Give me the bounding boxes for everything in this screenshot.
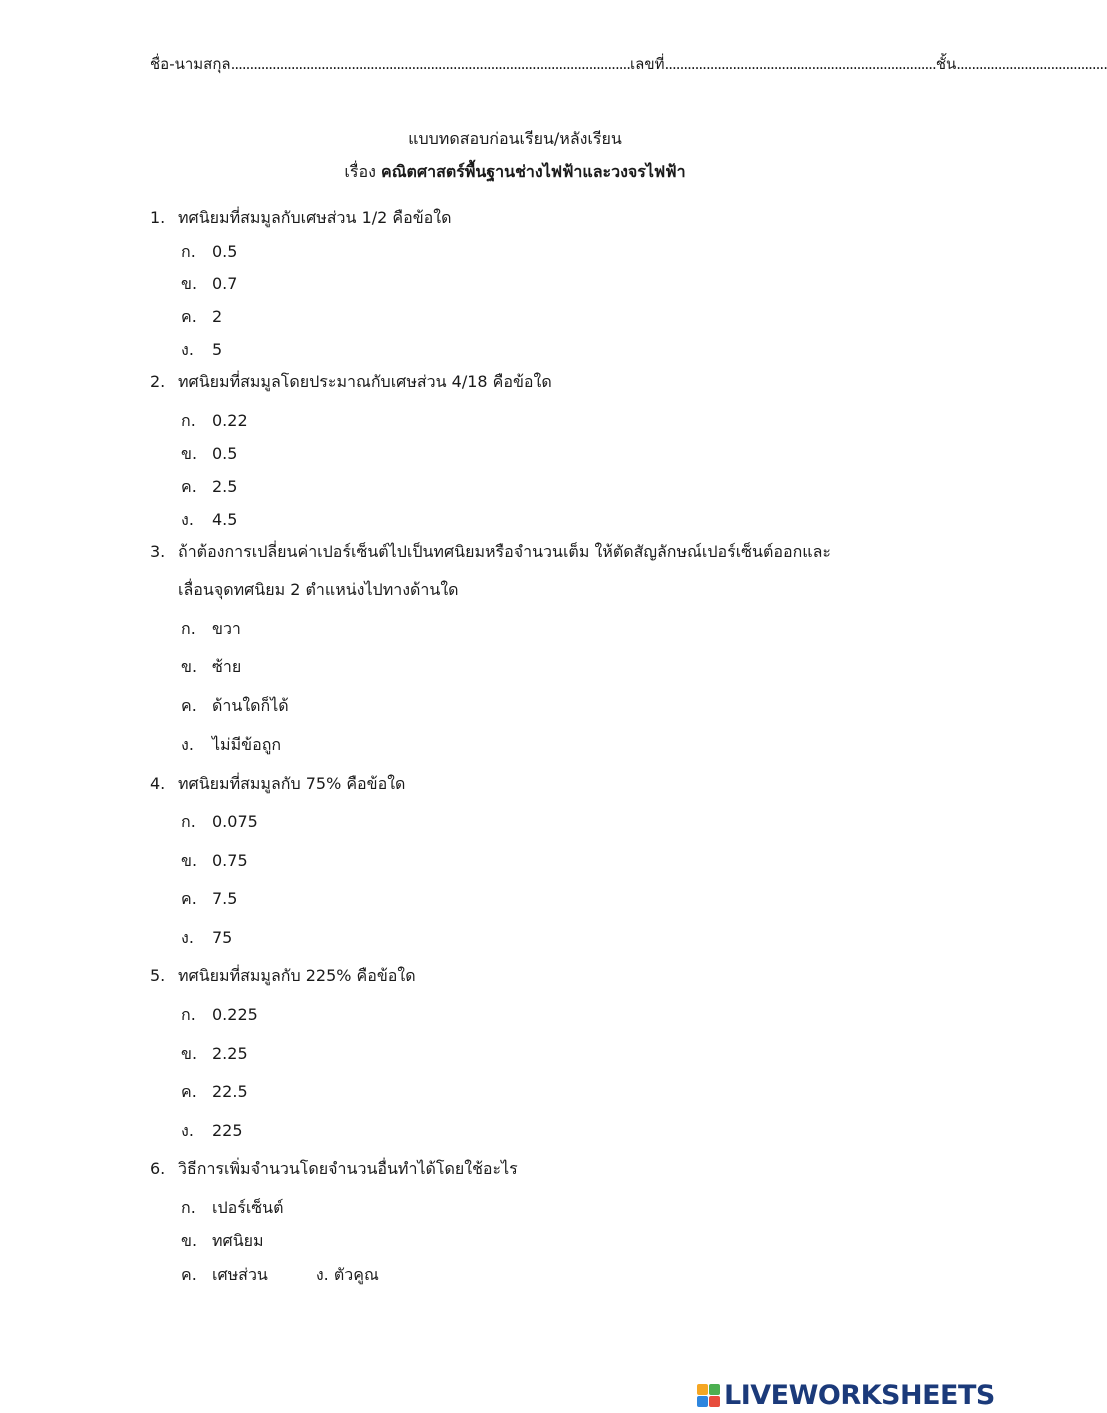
option-label: ก. <box>181 1198 196 1217</box>
option-4a[interactable] <box>181 810 258 835</box>
option-2b[interactable] <box>181 442 237 467</box>
option-label: ง. <box>181 1121 194 1140</box>
option-6a[interactable] <box>181 1196 283 1221</box>
option-text: ไม่มีข้อถูก <box>212 735 282 754</box>
option-6b[interactable] <box>181 1229 264 1254</box>
option-6d[interactable] <box>316 1265 379 1284</box>
option-text: 5 <box>212 340 223 359</box>
question-3 <box>150 540 831 599</box>
question-6 <box>150 1157 518 1182</box>
logo-square <box>697 1384 708 1395</box>
option-text: 0.22 <box>212 411 248 430</box>
class-label: ชั้น <box>935 55 957 73</box>
option-1c[interactable] <box>181 305 222 330</box>
logo-square <box>697 1396 708 1407</box>
option-label: ง. <box>181 510 194 529</box>
question-5 <box>150 964 416 989</box>
option-3c[interactable] <box>181 694 289 719</box>
question-2 <box>150 370 552 395</box>
question-number: 4. <box>150 774 166 793</box>
option-label: ค. <box>181 1265 197 1284</box>
option-3d[interactable] <box>181 733 281 758</box>
option-text: 22.5 <box>212 1082 248 1101</box>
option-5b[interactable] <box>181 1042 248 1067</box>
option-text: ทศนิยม <box>212 1231 264 1250</box>
question-1 <box>150 206 451 231</box>
option-text: 2.5 <box>212 477 238 496</box>
option-label: ง. <box>315 1265 329 1284</box>
option-label: ข. <box>181 444 198 463</box>
option-text: 0.5 <box>212 242 238 261</box>
question-number: 1. <box>150 208 166 227</box>
question-text: ทศนิยมที่สมมูลกับ 75% คือข้อใด <box>178 774 406 793</box>
question-number: 5. <box>150 966 166 985</box>
option-label: ก. <box>181 812 196 831</box>
subject-prefix: เรื่อง <box>344 162 381 181</box>
number-blank[interactable]: ........................................................................ <box>664 55 936 73</box>
test-title: แบบทดสอบก่อนเรียน/หลังเรียน <box>408 129 622 148</box>
option-label: ข. <box>181 851 198 870</box>
option-2c[interactable] <box>181 475 237 500</box>
question-number: 6. <box>150 1159 166 1178</box>
question-text: วิธีการเพิ่มจำนวนโดยจำนวนอื่นทำได้โดยใช้อะไร <box>178 1159 518 1178</box>
option-text: ซ้าย <box>212 657 242 676</box>
option-text: เปอร์เซ็นต์ <box>212 1198 284 1217</box>
logo-text: LIVEWORKSHEETS <box>724 1379 995 1411</box>
name-blank[interactable]: .......................................................................................................... <box>230 55 631 73</box>
option-label: ค. <box>181 696 197 715</box>
option-text: 0.225 <box>212 1005 258 1024</box>
question-text-continued: เลื่อนจุดทศนิยม 2 ตำแหน่งไปทางด้านใด <box>178 580 459 599</box>
question-text: ทศนิยมที่สมมูลกับ 225% คือข้อใด <box>178 966 416 985</box>
option-text: 0.75 <box>212 851 248 870</box>
option-text: 2.25 <box>212 1044 248 1063</box>
option-label: ก. <box>181 411 196 430</box>
student-info-line <box>150 52 1107 76</box>
option-text: 225 <box>212 1121 243 1140</box>
question-text: ถ้าต้องการเปลี่ยนค่าเปอร์เซ็นต์ไปเป็นทศนิยมหรือจำนวนเต็ม ให้ตัดสัญลักษณ์เปอร์เซ็นต์ออกและ <box>178 542 831 561</box>
option-label: ง. <box>181 735 194 754</box>
option-label: ข. <box>181 657 198 676</box>
logo-mark-icon <box>697 1384 720 1407</box>
option-text: 0.075 <box>212 812 258 831</box>
option-text: ด้านใดก็ได้ <box>212 696 289 715</box>
option-label: ง. <box>181 928 194 947</box>
question-4 <box>150 772 405 797</box>
option-label: ค. <box>181 889 197 908</box>
option-text: ตัวคูณ <box>333 1265 379 1284</box>
option-label: ข. <box>181 1231 198 1250</box>
option-label: ค. <box>181 477 197 496</box>
option-text: 2 <box>212 307 223 326</box>
question-text: ทศนิยมที่สมมูลโดยประมาณกับเศษส่วน 4/18 คือข้อใด <box>178 372 552 391</box>
logo-square <box>709 1384 720 1395</box>
class-blank[interactable]: ........................................ <box>956 55 1107 73</box>
option-6c[interactable] <box>181 1265 268 1284</box>
option-1d[interactable] <box>181 338 222 363</box>
option-2a[interactable] <box>181 409 248 434</box>
option-1a[interactable] <box>181 240 237 265</box>
option-label: ค. <box>181 307 197 326</box>
option-label: ค. <box>181 1082 197 1101</box>
option-4d[interactable] <box>181 926 232 951</box>
option-5d[interactable] <box>181 1119 243 1144</box>
option-label: ก. <box>181 242 196 261</box>
option-4c[interactable] <box>181 887 237 912</box>
option-label: ข. <box>181 1044 198 1063</box>
option-2d[interactable] <box>181 508 237 533</box>
question-text: ทศนิยมที่สมมูลกับเศษส่วน 1/2 คือข้อใด <box>178 208 452 227</box>
option-text: 0.5 <box>212 444 238 463</box>
option-label: ง. <box>181 340 194 359</box>
option-4b[interactable] <box>181 849 248 874</box>
option-text: ขวา <box>212 619 241 638</box>
option-label: ก. <box>181 619 196 638</box>
number-label: เลขที่ <box>630 55 665 73</box>
option-text: เศษส่วน <box>212 1265 268 1284</box>
option-5a[interactable] <box>181 1003 258 1028</box>
option-text: 75 <box>212 928 233 947</box>
subject-title <box>0 160 1030 185</box>
name-label: ชื่อ-นามสกุล <box>150 55 231 73</box>
option-text: 4.5 <box>212 510 238 529</box>
option-label: ก. <box>181 1005 196 1024</box>
subject-name: คณิตศาสตร์พื้นฐานช่างไฟฟ้าและวงจรไฟฟ้า <box>381 162 686 181</box>
option-6c-6d-row <box>181 1263 379 1288</box>
option-3a[interactable] <box>181 617 241 642</box>
option-text: 7.5 <box>212 889 238 908</box>
option-text: 0.7 <box>212 274 238 293</box>
option-3b[interactable] <box>181 655 241 680</box>
liveworksheets-logo <box>697 1378 995 1412</box>
option-1b[interactable] <box>181 272 237 297</box>
option-5c[interactable] <box>181 1080 248 1105</box>
logo-square <box>709 1396 720 1407</box>
question-number: 3. <box>150 542 166 561</box>
option-label: ข. <box>181 274 198 293</box>
question-number: 2. <box>150 372 166 391</box>
